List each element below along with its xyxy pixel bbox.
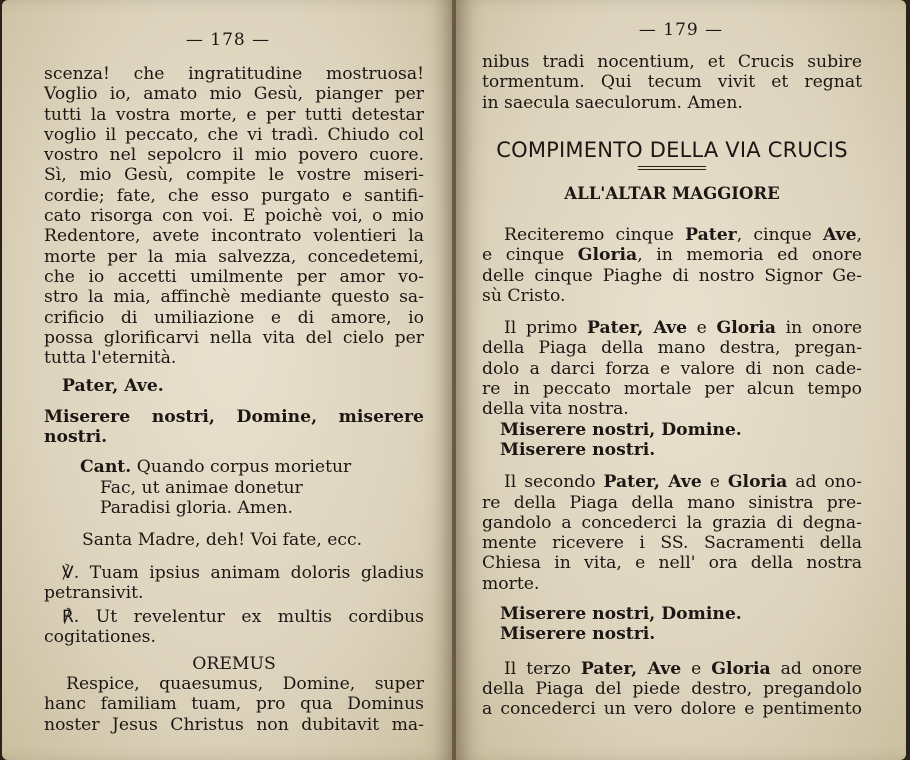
text-span: Il primo xyxy=(504,318,587,339)
versicle-text: petransivit. xyxy=(44,582,144,603)
text-line: mente ricevere i SS. Sacramenti della xyxy=(482,533,862,554)
miserere-line: Miserere nostri. xyxy=(500,439,656,460)
versicle-text: Tuam ipsius animam doloris gladius xyxy=(89,562,424,583)
cantus-block xyxy=(44,457,424,518)
oremus-heading: OREMUS xyxy=(192,653,276,674)
paragraph-secondo xyxy=(482,472,862,594)
text-span: Pater xyxy=(685,225,737,245)
text-span: e xyxy=(681,658,712,679)
text-span: Pater, Ave xyxy=(603,472,702,493)
text-line: dolo a darci forza e valore di non cade- xyxy=(482,358,862,379)
text-span: Reciteremo cinque xyxy=(504,225,686,245)
text-line: a concederci un vero dolore e pentimento xyxy=(482,699,862,720)
text-line: re in peccato mortale per alcun tempo xyxy=(482,379,862,400)
page-number-left: — 178 — xyxy=(185,30,271,50)
paragraph-lament xyxy=(44,64,424,368)
text-line: crificio di umiliazione e di amore, io xyxy=(44,307,424,328)
text-span: e xyxy=(687,318,717,339)
text-line: Chiesa in vita, e nell' ora della nostra xyxy=(482,553,862,574)
response-text: Ut revelentur ex multis cordibus xyxy=(95,607,424,628)
santa-madre-line: Santa Madre, deh! Voi fate, ecc. xyxy=(82,530,363,551)
text-line: in saecula saeculorum. Amen. xyxy=(482,92,743,113)
text-span: Gloria xyxy=(711,658,771,679)
text-line: vostro nel sepolcro il mio povero cuore. xyxy=(44,145,424,166)
left-page xyxy=(2,0,454,760)
text-span: ad onore xyxy=(770,658,862,679)
text-line: tutta l'eternità. xyxy=(44,348,177,369)
miserere-line: Miserere nostri, Domine. xyxy=(500,604,742,625)
text-span: Gloria xyxy=(577,245,638,266)
cant-line: Fac, ut animae donetur xyxy=(100,477,303,498)
text-line: tutti la vostra morte, e per tutti detestar xyxy=(44,104,424,125)
cant-line: Paradisi gloria. Amen. xyxy=(100,497,293,518)
text-line: re della Piaga della mano sinistra pre- xyxy=(482,492,862,513)
text-span: Pater, Ave xyxy=(580,658,682,679)
text-span: in onore xyxy=(775,318,862,339)
paragraph-respice xyxy=(44,674,424,735)
text-span: ad ono- xyxy=(787,472,862,493)
text-line: Respice, quaesumus, Domine, super xyxy=(66,674,424,695)
paragraph-terzo xyxy=(482,659,862,720)
text-span: Pater, Ave xyxy=(587,318,688,339)
text-line: morte per la mia salvezza, concedetemi, xyxy=(44,246,424,267)
text-line: sù Cristo. xyxy=(482,285,566,306)
text-line: Redentore, avete incontrato volentieri la xyxy=(44,226,424,247)
text-line: stro la mia, affinchè mediante questo sa- xyxy=(44,287,424,308)
versicle-block xyxy=(44,563,424,604)
text-line: della Piaga della mano destra, pregan- xyxy=(482,338,862,359)
text-span: Il secondo xyxy=(504,472,604,493)
miserere-line: Miserere nostri. xyxy=(500,624,656,645)
text-span: e cinque xyxy=(482,245,578,266)
text-line: della Piaga del piede destro, pregandolo xyxy=(482,678,862,699)
paragraph-primo xyxy=(482,318,862,419)
cant-label: Cant. xyxy=(80,457,132,478)
text-line: noster Jesus Christus non dubitavit ma- xyxy=(44,714,424,735)
right-body xyxy=(482,225,862,720)
text-span: , in memoria ed onore xyxy=(637,245,862,266)
title-rule xyxy=(638,166,706,170)
text-line: Sì, mio Gesù, compite le vostre miseri- xyxy=(44,165,424,186)
text-span: , cinque xyxy=(736,225,823,245)
paragraph-intro: Reciteremo cinque Pater, cinque Ave, e cinque Gloria, in memoria ed onore delle cinque Piaghe di nostro Signor Ge- sù Cristo. xyxy=(482,225,862,306)
response-block xyxy=(44,607,424,648)
text-line: della vita nostra. xyxy=(482,399,629,420)
section-title: COMPIMENTO DELLA VIA CRUCIS xyxy=(496,138,848,162)
text-line: possa glorificarvi nella vita del cielo per xyxy=(44,327,424,348)
right-page xyxy=(456,0,906,760)
miserere-line: Miserere nostri, Domine. xyxy=(500,419,742,440)
miserere-block-2 xyxy=(482,604,862,645)
text-line: morte. xyxy=(482,573,540,594)
text-span: Ave xyxy=(822,225,857,245)
text-span: Gloria xyxy=(727,472,788,493)
right-top-text xyxy=(482,52,862,113)
text-span: Gloria xyxy=(716,318,776,339)
section-heading-block xyxy=(482,140,862,205)
text-line: che io accetti umilmente per amor vo- xyxy=(44,266,424,287)
text-line: delle cinque Piaghe di nostro Signor Ge- xyxy=(482,265,862,286)
text-line: cato risorga con voi. E poichè voi, o mio xyxy=(44,206,424,227)
text-line: tormentum. Qui tecum vivit et regnat xyxy=(482,72,862,93)
page-number-right: — 179 — xyxy=(638,20,724,40)
miserere-line: Miserere nostri, Domine, miserere nostri. xyxy=(44,406,424,448)
text-line: nibus tradi nocentium, et Crucis subire xyxy=(482,52,862,72)
versicle-symbol: ℣. xyxy=(62,562,80,583)
response-text: cogitationes. xyxy=(44,627,156,648)
miserere-block-1 xyxy=(482,420,862,461)
left-page-body xyxy=(44,64,424,735)
text-line: voglio il peccato, che vi tradì. Chiudo col xyxy=(44,124,424,145)
text-line: scenza! che ingratitudine mostruosa! xyxy=(44,64,424,84)
response-symbol: ℟. xyxy=(62,607,80,628)
text-span: e xyxy=(701,472,728,493)
text-span: Il terzo xyxy=(504,658,581,679)
text-line: gandolo a concederci la grazia di degna- xyxy=(482,512,862,533)
section-subtitle: ALL'ALTAR MAGGIORE xyxy=(564,184,780,204)
text-line: Voglio io, amato mio Gesù, pianger per xyxy=(44,84,424,105)
pater-ave-line: Pater, Ave. xyxy=(62,376,164,397)
cant-line: Quando corpus morietur xyxy=(136,457,352,478)
text-line: cordie; fate, che esso purgato e santifi- xyxy=(44,185,424,206)
text-line: hanc familiam tuam, pro qua Dominus xyxy=(44,694,424,715)
